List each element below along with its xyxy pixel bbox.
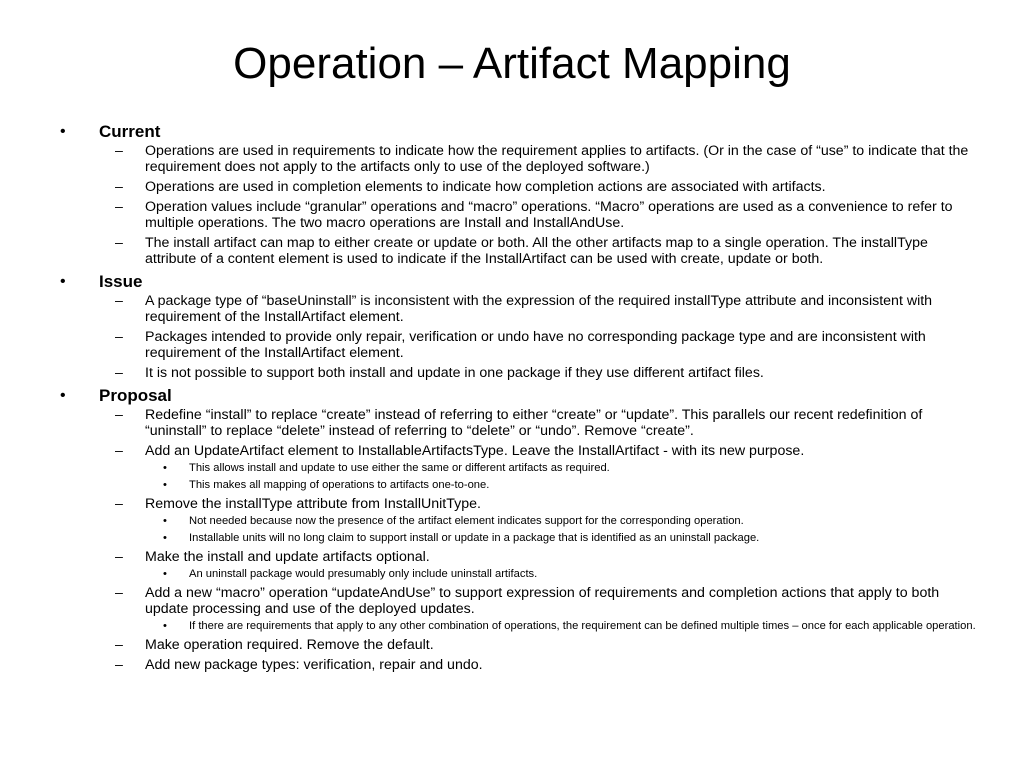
section-item [58, 271, 978, 381]
point-text: Add an UpdateArtifact element to InstallableArtifactsType. Leave the InstallArtifact - with its new purpose. [145, 443, 805, 459]
point-dash: – [115, 549, 123, 565]
subpoint-list [145, 620, 978, 633]
section-points [99, 407, 978, 673]
section-bullet: • [60, 387, 66, 404]
point-item [99, 585, 978, 633]
point-item [99, 443, 978, 492]
subpoint-bullet: • [163, 515, 167, 527]
section-heading-issue: Issue [99, 272, 143, 291]
section-heading-proposal: Proposal [99, 386, 172, 405]
point-text: Operations are used in requirements to indicate how the requirement applies to artifacts. (Or in the case of “use” to indicate that the requirement does not apply to the artifacts only to use of the deployed software.) [145, 143, 969, 175]
point-item [99, 235, 978, 267]
point-dash: – [115, 143, 123, 159]
subpoint-bullet: • [163, 620, 167, 632]
point-item [99, 143, 978, 175]
point-text: A package type of “baseUninstall” is inconsistent with the expression of the required installType attribute and inconsistent with requirement of the InstallArtifact element. [145, 293, 933, 325]
section-item [58, 385, 978, 673]
point-dash: – [115, 637, 123, 653]
slide-body [58, 121, 978, 677]
point-dash: – [115, 496, 123, 512]
subpoint-list [145, 515, 978, 545]
point-item [99, 549, 978, 581]
point-item [99, 293, 978, 325]
section-points [99, 143, 978, 267]
point-text: Packages intended to provide only repair, verification or undo have no corresponding package type and are inconsistent with requirement of the InstallArtifact element. [145, 329, 926, 361]
point-dash: – [115, 657, 123, 673]
subpoint-text: This allows install and update to use either the same or different artifacts as required. [189, 462, 610, 474]
point-text: Operations are used in completion elements to indicate how completion actions are associated with artifacts. [145, 179, 826, 195]
point-text: It is not possible to support both install and update in one package if they use different artifact files. [145, 365, 764, 381]
subpoint-bullet: • [163, 532, 167, 544]
point-item [99, 329, 978, 361]
subpoint-item [145, 515, 978, 528]
point-dash: – [115, 235, 123, 251]
subpoint-text: Not needed because now the presence of the artifact element indicates support for the corresponding operation. [189, 515, 744, 527]
outline-list [58, 121, 978, 673]
point-dash: – [115, 329, 123, 345]
subpoint-item [145, 568, 978, 581]
point-text: Redefine “install” to replace “create” instead of referring to either “create” or “update”. This parallels our recent redefinition of “uninstall” to replace “delete” instead of referring to “delete” or “undo”. Remove “create”. [145, 407, 923, 439]
section-bullet: • [60, 123, 66, 140]
point-dash: – [115, 199, 123, 215]
subpoint-list [145, 462, 978, 492]
point-item [99, 179, 978, 195]
subpoint-item [145, 479, 978, 492]
section-points [99, 293, 978, 381]
subpoint-item [145, 620, 978, 633]
subpoint-text: Installable units will no long claim to support install or update in a package that is identified as an uninstall package. [189, 532, 760, 544]
point-dash: – [115, 585, 123, 601]
point-item [99, 365, 978, 381]
subpoint-text: If there are requirements that apply to any other combination of operations, the requirement can be defined multiple times – once for each applicable operation. [189, 620, 976, 632]
section-heading-current: Current [99, 122, 161, 141]
subpoint-bullet: • [163, 462, 167, 474]
point-dash: – [115, 365, 123, 381]
point-item [99, 199, 978, 231]
point-dash: – [115, 293, 123, 309]
subpoint-bullet: • [163, 479, 167, 491]
subpoint-text: This makes all mapping of operations to artifacts one-to-one. [189, 479, 490, 491]
subpoint-text: An uninstall package would presumably only include uninstall artifacts. [189, 568, 538, 580]
point-item [99, 637, 978, 653]
point-text: Add new package types: verification, repair and undo. [145, 657, 483, 673]
point-text: Make the install and update artifacts optional. [145, 549, 430, 565]
section-bullet: • [60, 273, 66, 290]
subpoint-list [145, 568, 978, 581]
point-text: Make operation required. Remove the default. [145, 637, 434, 653]
point-text: Operation values include “granular” operations and “macro” operations. “Macro” operations are used as a convenience to refer to multiple operations. The two macro operations are Install and InstallAndUse. [145, 199, 953, 231]
point-dash: – [115, 179, 123, 195]
point-text: Remove the installType attribute from InstallUnitType. [145, 496, 481, 512]
subpoint-item [145, 462, 978, 475]
point-dash: – [115, 443, 123, 459]
point-item [99, 657, 978, 673]
point-dash: – [115, 407, 123, 423]
point-text: The install artifact can map to either create or update or both. All the other artifacts map to a single operation. The installType attribute of a content element is used to indicate if the InstallArtifact can be used with create, update or both. [145, 235, 928, 267]
point-item [99, 407, 978, 439]
point-text: Add a new “macro” operation “updateAndUse” to support expression of requirements and completion actions that apply to both update processing and use of the deployed updates. [145, 585, 940, 617]
section-item [58, 121, 978, 267]
subpoint-bullet: • [163, 568, 167, 580]
slide-title: Operation – Artifact Mapping [233, 39, 791, 88]
point-item [99, 496, 978, 545]
subpoint-item [145, 532, 978, 545]
